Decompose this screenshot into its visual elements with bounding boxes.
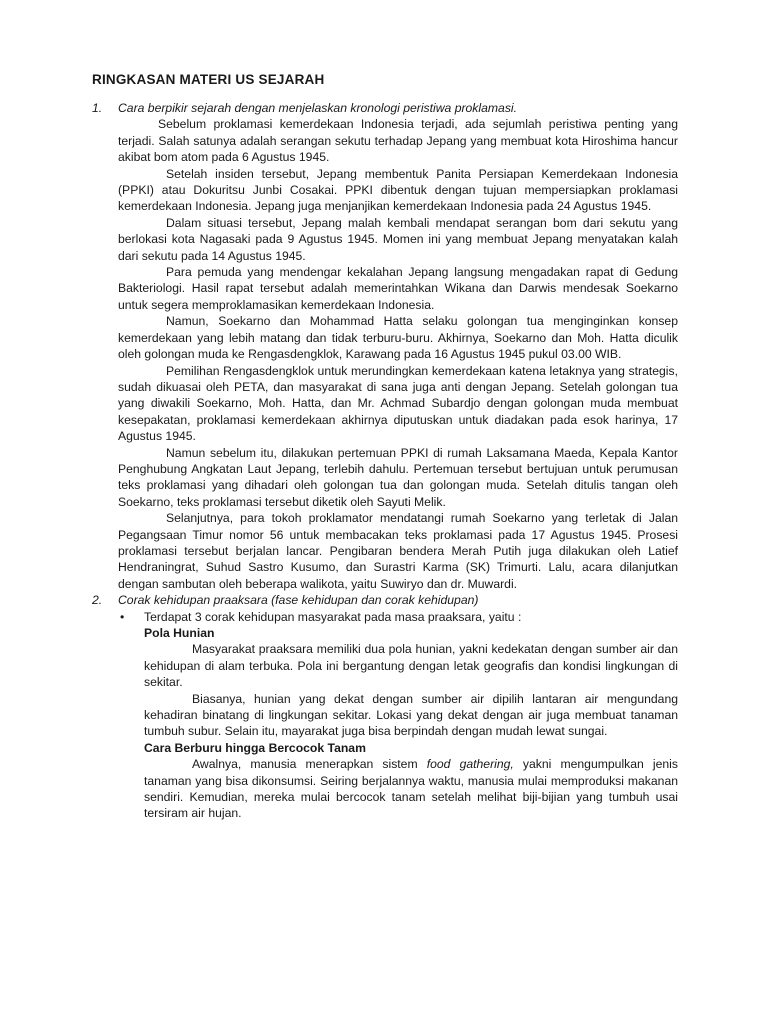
bullet-icon: • bbox=[120, 609, 125, 624]
item-1-paragraph: Dalam situasi tersebut, Jepang malah kembali mendapat serangan bom dari sekutu yang berlokasi kota Nagasaki pada 9 Agustus 1945. Momen ini yang membuat Jepang menyatakan kalah dari sekutu pada 14 Agustus 1945. bbox=[118, 215, 678, 263]
item-1-paragraph: Para pemuda yang mendengar kekalahan Jepang langsung mengadakan rapat di Gedung Bakteriologi. Hasil rapat tersebut adalah memerintahkan Wikana dan Darwis mendesak Soekarno untuk segera memproklamasikan kemerdekaan Indonesia. bbox=[118, 265, 678, 312]
item-1-number: 1. bbox=[92, 101, 103, 115]
item-1-body bbox=[92, 116, 678, 592]
item-1-heading bbox=[92, 100, 678, 116]
item-2-number: 2. bbox=[92, 593, 103, 608]
item-2-heading bbox=[92, 592, 678, 608]
item-1-paragraph: Sebelum proklamasi kemerdekaan Indonesia terjadi, ada sejumlah peristiwa penting yang terjadi. Salah satunya adalah serangan sekutu terhadap Jepang yang membuat kota Hiroshima hancur akibat bom atom pada 6 Agustus 1945. bbox=[118, 117, 678, 165]
document-title: RINGKASAN MATERI US SEJARAH bbox=[92, 72, 325, 87]
item-1-paragraph: Pemilihan Rengasdengklok untuk merundingkan kemerdekaan katena letaknya yang strategis, sudah dikuasai oleh PETA, dan masyarakat di sana juga anti dengan Jepang. Setelah golongan tua yang diwakili Soekarno, Moh. Hatta, dan Mr. Achmad Subardjo dengan golongan muda membuat kesepakatan, proklamasi kemerdekaan akhirnya diputuskan untuk diadakan pada esok harinya, 17 Agustus 1945. bbox=[118, 363, 678, 444]
item-2-bullet bbox=[92, 609, 678, 625]
item-1-paragraph: Namun sebelum itu, dilakukan pertemuan PPKI di rumah Laksamana Maeda, Kepala Kantor Penghubung Angkatan Laut Jepang, terlebih dahulu. Pertemuan tersebut bertujuan untuk perumusan teks proklamasi yang dihadari oleh golongan tua dan golongan muda. Setelah ditulis tangan oleh Soekarno, teks proklamasi tersebut diketik oleh Sayuti Melik. bbox=[118, 445, 678, 509]
section-paragraph bbox=[144, 756, 678, 822]
section-heading-pola-hunian: Pola Hunian bbox=[144, 626, 215, 640]
document-content bbox=[92, 100, 678, 822]
section-emphasis: food gathering, bbox=[426, 757, 514, 772]
item-2-bullet-text: Terdapat 3 corak kehidupan masyarakat pada masa praaksara, yaitu : bbox=[144, 609, 522, 624]
item-2-subsections bbox=[92, 625, 678, 822]
section-text: Awalnya, manusia menerapkan sistem bbox=[192, 757, 427, 772]
section-text: yakni mengumpulkan jenis tanaman yang bisa dikonsumsi. Seiring berjalannya waktu, manusia mulai memproduksi makanan sendiri. Kemudian, mereka mulai bercocok tanam setelah melihat biji-bijian yang tumbuh usai tersiram air hujan. bbox=[144, 757, 678, 821]
item-1-paragraph: Setelah insiden tersebut, Jepang membentuk Panita Persiapan Kemerdekaan Indonesia (PPKI) atau Dokuritsu Junbi Cosakai. PPKI dibentuk dengan tujuan mempersiapkan proklamasi kemerdekaan Indonesia. Jepang juga menjanjikan kemerdekaan Indonesia pada 24 Agustus 1945. bbox=[118, 166, 678, 214]
section-paragraph: Masyarakat praaksara memiliki dua pola hunian, yakni kedekatan dengan sumber air dan kehidupan di alam terbuka. Pola ini bergantung dengan letak geografis dan kondisi lingkungan di sekitar. bbox=[144, 642, 678, 690]
item-1-heading-text: Cara berpikir sejarah dengan menjelaskan kronologi peristiwa proklamasi. bbox=[118, 101, 518, 115]
item-1-paragraph: Selanjutnya, para tokoh proklamator mendatangi rumah Soekarno yang terletak di Jalan Pegangsaan Timur nomor 56 untuk membacakan teks proklamasi pada 17 Agustus 1945. Prosesi proklamasi tersebut berjalan lancar. Pengibaran bendera Merah Putih juga dilakukan oleh Latief Hendraningrat, Suhud Sastro Kusumo, dan Surastri Karma (SK) Trimurti. Lalu, acara dilanjutkan dengan sambutan oleh beberapa walikota, yaitu Suwiryo dan dr. Muwardi. bbox=[118, 511, 678, 591]
section-paragraph: Biasanya, hunian yang dekat dengan sumber air dipilih lantaran air mengundang kehadiran binatang di lingkungan sekitar. Lokasi yang dekat dengan air juga membuat tanaman tumbuh subur. Selain itu, mayarakat juga bisa berpindah dengan mudah lewat sungai. bbox=[144, 691, 678, 739]
item-2-heading-text: Corak kehidupan praaksara (fase kehidupan dan corak kehidupan) bbox=[118, 593, 479, 608]
section-heading-cara-berburu: Cara Berburu hingga Bercocok Tanam bbox=[144, 740, 366, 755]
item-1-paragraph: Namun, Soekarno dan Mohammad Hatta selaku golongan tua menginginkan konsep kemerdekaan yang lebih matang dan tidak terburu-buru. Akhirnya, Soekarno dan Moh. Hatta diculik oleh golongan muda ke Rengasdengklok, Karawang pada 16 Agustus 1945 pukul 03.00 WIB. bbox=[118, 314, 678, 362]
